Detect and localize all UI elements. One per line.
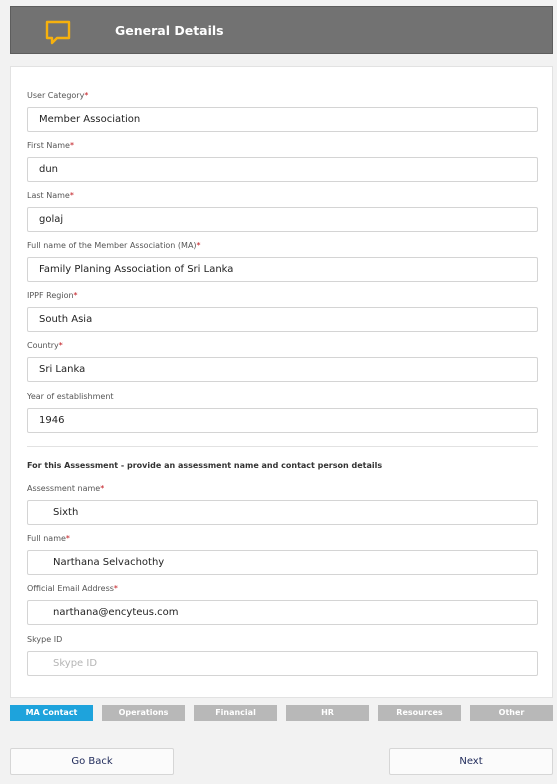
- step-financial[interactable]: Financial: [194, 705, 277, 721]
- section-divider: [27, 446, 538, 447]
- skype-id-field[interactable]: [27, 651, 538, 676]
- ippf-region-field[interactable]: [27, 307, 538, 332]
- assessment-section-title: For this Assessment - provide an assessment name and contact person details: [27, 461, 383, 470]
- next-button[interactable]: Next: [389, 748, 553, 775]
- ma-full-name-field[interactable]: [27, 257, 538, 282]
- year-established-label: Year of establishment: [27, 392, 114, 401]
- page-header: [10, 6, 553, 54]
- last-name-label: Last Name*: [27, 191, 74, 200]
- skype-id-label: Skype ID: [27, 635, 63, 644]
- assessment-name-field[interactable]: [27, 500, 538, 525]
- go-back-button[interactable]: Go Back: [10, 748, 174, 775]
- user-category-label: User Category*: [27, 91, 89, 100]
- step-operations[interactable]: Operations: [102, 705, 185, 721]
- year-established-field[interactable]: [27, 408, 538, 433]
- user-category-field[interactable]: [27, 107, 538, 132]
- country-field[interactable]: [27, 357, 538, 382]
- page-title: General Details: [115, 23, 224, 38]
- last-name-field[interactable]: [27, 207, 538, 232]
- email-label: Official Email Address*: [27, 584, 118, 593]
- email-field[interactable]: [27, 600, 538, 625]
- general-details-form: [10, 66, 553, 698]
- country-label: Country*: [27, 341, 63, 350]
- step-hr[interactable]: HR: [286, 705, 369, 721]
- chat-bubble-icon: [44, 20, 72, 46]
- step-ma-contact[interactable]: MA Contact: [10, 705, 93, 721]
- progress-steps: [10, 705, 553, 721]
- contact-full-name-field[interactable]: [27, 550, 538, 575]
- assessment-name-label: Assessment name*: [27, 484, 105, 493]
- step-other[interactable]: Other: [470, 705, 553, 721]
- ippf-region-label: IPPF Region*: [27, 291, 78, 300]
- contact-full-name-label: Full name*: [27, 534, 70, 543]
- first-name-label: First Name*: [27, 141, 74, 150]
- ma-full-name-label: Full name of the Member Association (MA)*: [27, 241, 201, 250]
- step-resources[interactable]: Resources: [378, 705, 461, 721]
- first-name-field[interactable]: [27, 157, 538, 182]
